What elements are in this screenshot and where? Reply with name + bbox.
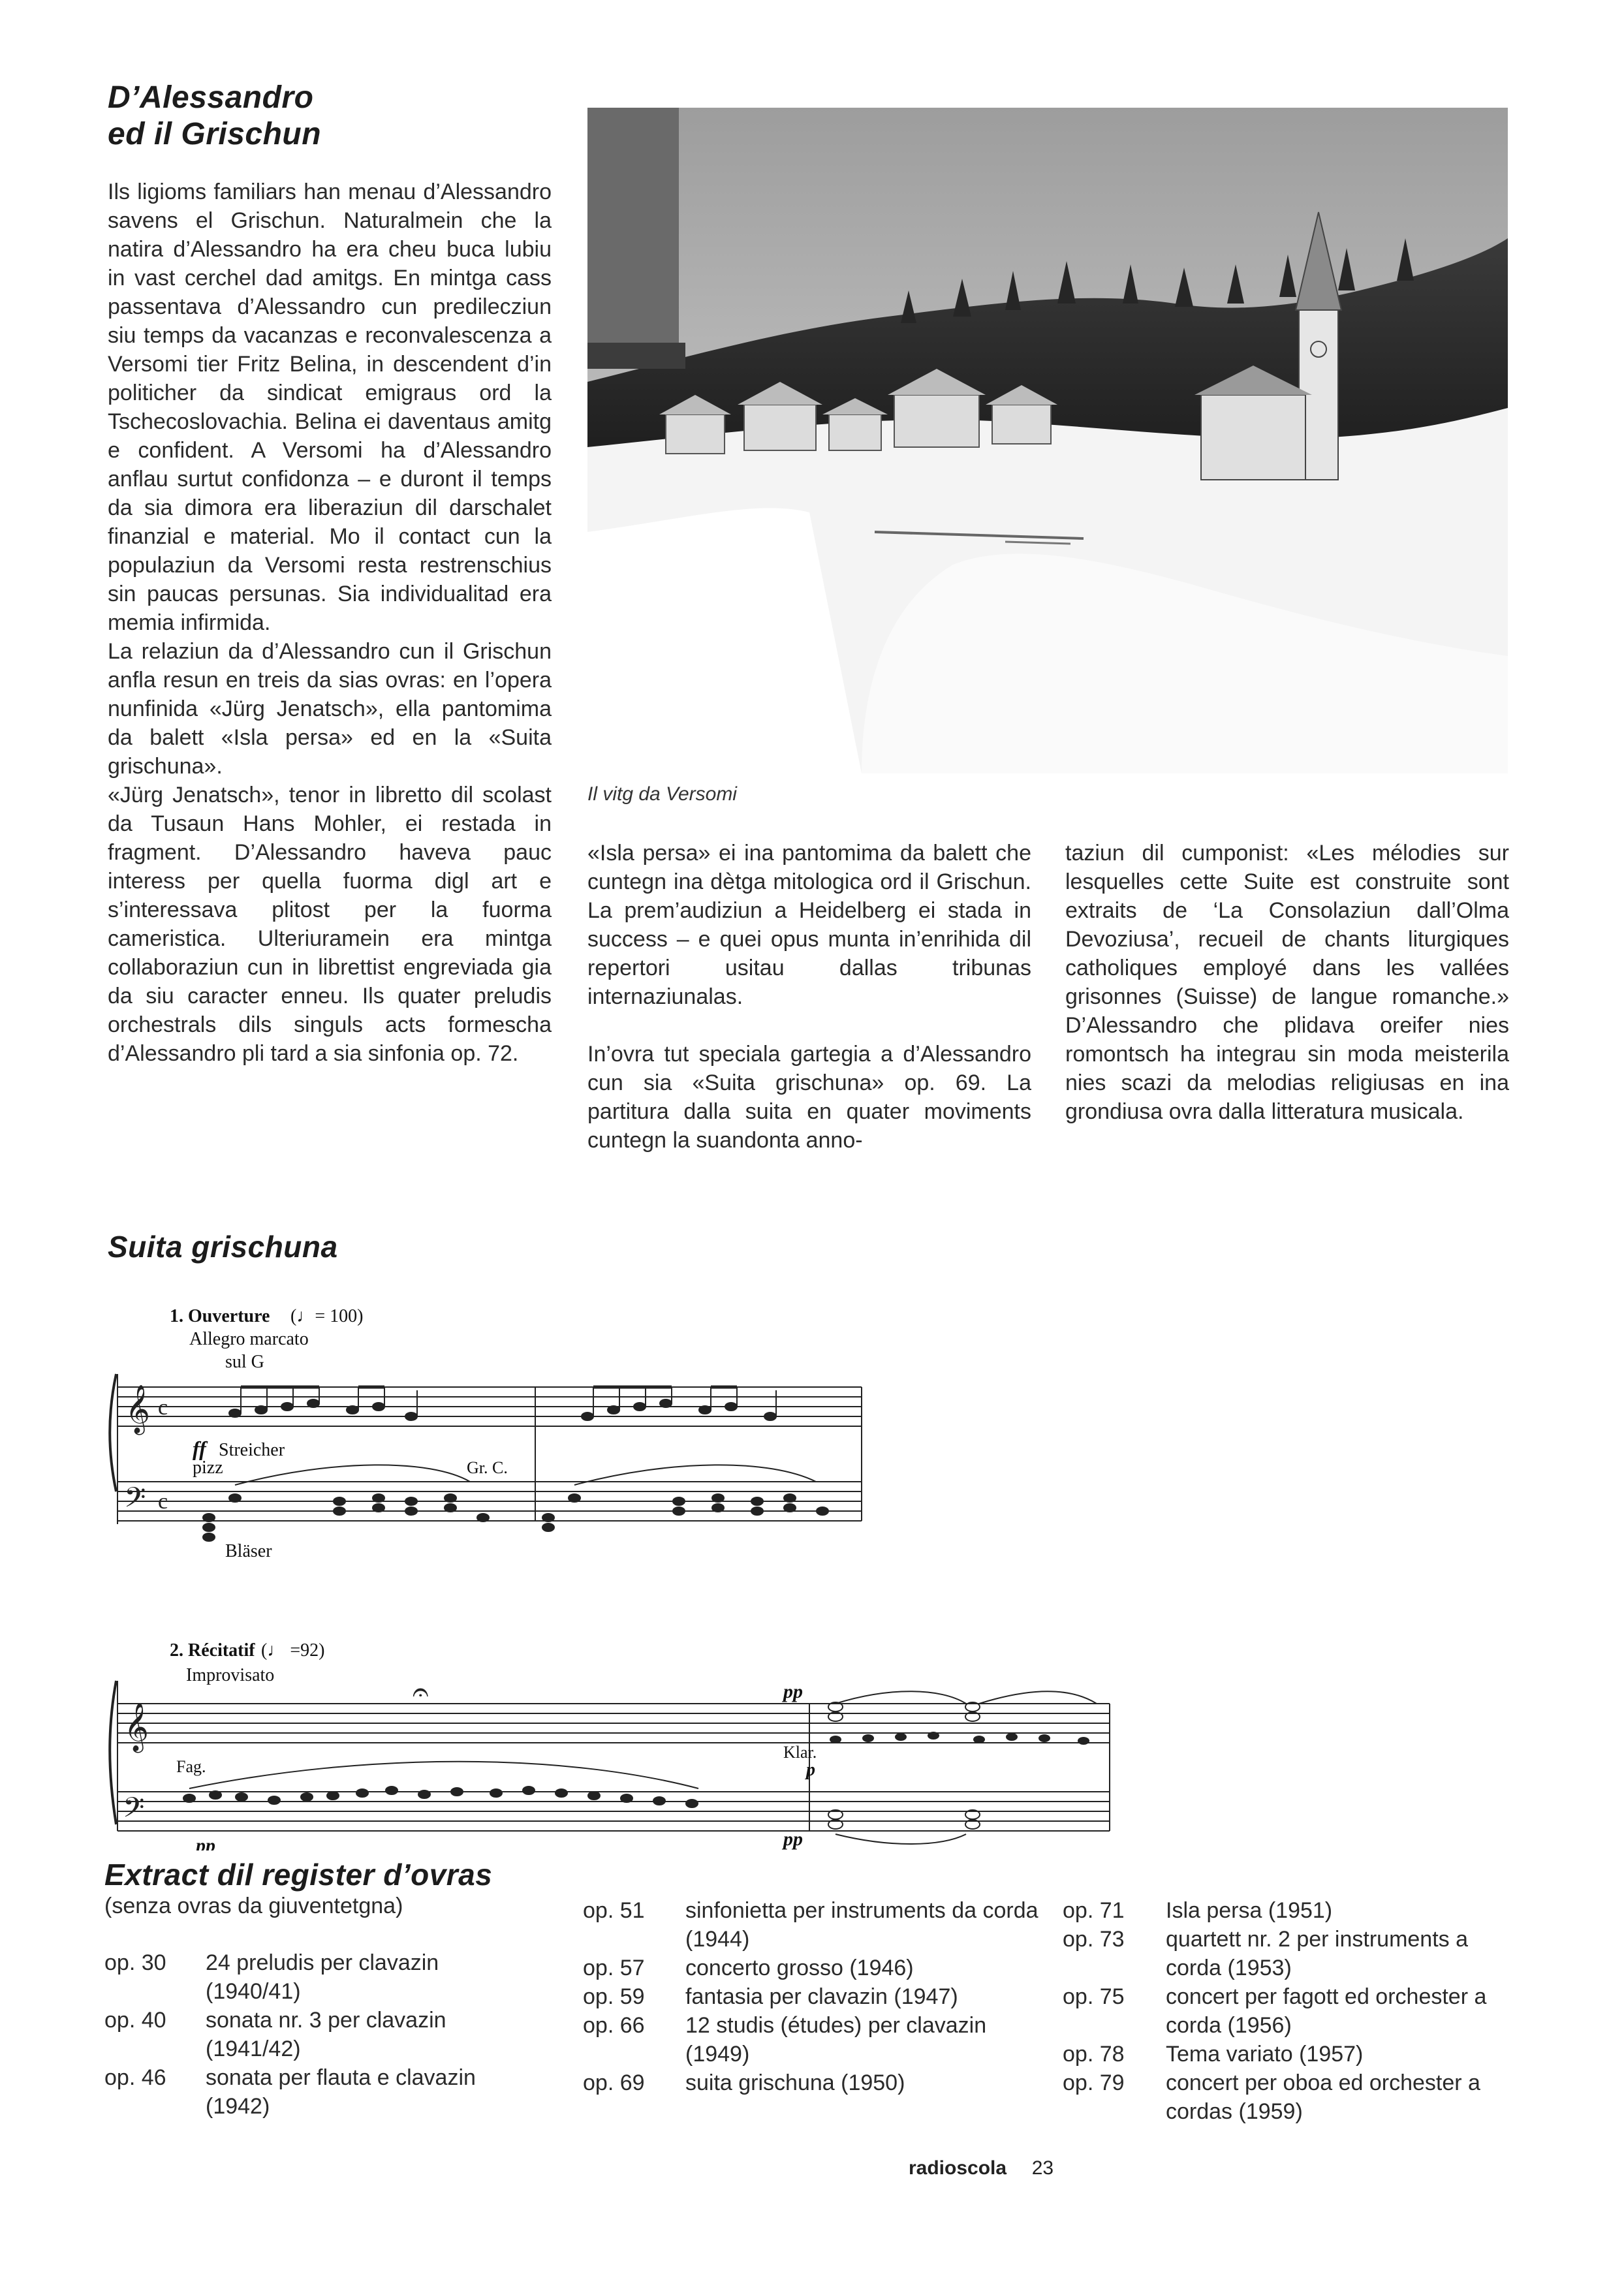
movement2-pp-bass: pp	[783, 1828, 803, 1850]
svg-text:𝄐: 𝄐	[413, 1676, 429, 1709]
movement1-sul-g: sul G	[225, 1352, 264, 1372]
register-row: op. 79 concert per oboa ed orchester a cordas (1959)	[1063, 2070, 1480, 2124]
score-excerpt-recitatif	[104, 1642, 1123, 1850]
article-column-2	[587, 839, 1031, 1155]
register-row: op. 69 suita grischuna (1950)	[583, 2070, 905, 2095]
register-heading: Extract dil register d’ovras	[104, 1858, 493, 1892]
register-row: op. 57 concerto grosso (1946)	[583, 1956, 914, 1980]
svg-text:c: c	[158, 1490, 168, 1514]
svg-text:𝄞: 𝄞	[124, 1703, 149, 1751]
movement1-tempo: (♩= 100)	[290, 1306, 364, 1326]
suite-heading-text: Suita grischuna	[108, 1230, 338, 1264]
register-row: op. 73 quartett nr. 2 per instruments a corda (1953)	[1063, 1927, 1469, 1980]
register-column-2	[583, 1896, 1040, 2097]
movement1-streicher: Streicher	[219, 1440, 285, 1460]
movement1-blaser: Bläser	[225, 1541, 272, 1561]
register-row: op. 59 fantasia per clavazin (1947)	[583, 1984, 958, 2009]
article-column-3	[1065, 839, 1509, 1126]
article-paragraph: «Jürg Jenatsch», tenor in libretto dil scolast da Tusaun Hans Mohler, ei restada in fragment. D’Alessandro haveva pauc interess per quella fuorma digl art e s’interessava plitost per la fuorma cameristica. Ulteriuramein era mintga collaboraziun cun in librettist engreviada gia da siu caracter enneu. Ils quater preludis orchestrals dils singuls acts formescha d’Alessandro pli tard a sia sinfonia op. 72.	[108, 783, 552, 1066]
suite-heading	[108, 1229, 338, 1264]
movement1-pizz: pizz	[193, 1458, 223, 1478]
music-score-icon	[104, 1302, 875, 1576]
register-column-3	[1063, 1896, 1520, 2126]
register-row: op. 75 concert per fagott ed orchester a corda (1956)	[1063, 1984, 1487, 2038]
village-photo	[587, 108, 1508, 773]
movement2-marking: Improvisato	[186, 1665, 275, 1685]
register-column-1	[104, 1948, 535, 2121]
article-title	[108, 80, 499, 153]
article-title-line1: D’Alessandro	[108, 80, 314, 115]
register-row: op. 71 Isla persa (1951)	[1063, 1898, 1333, 1923]
register-subheading: (senza ovras da giuventetgna)	[104, 1894, 403, 1918]
page-footer	[909, 2157, 1054, 2179]
article-title-line2: ed il Grischun	[108, 117, 322, 151]
article-paragraph: La relaziun da d’Alessandro cun il Grischun anfla resun en treis da sias ovras: en l’opera nunfinida «Jürg Jenatsch», ella pantomima da balett «Isla persa» ed en la «Suita grischuna».	[108, 639, 552, 779]
winter-village-image	[587, 108, 1508, 773]
movement1-title: 1. Ouverture	[170, 1306, 270, 1326]
article-paragraph: taziun dil cumponist: «Les mélodies sur lesquelles cette Suite est construite sont extraits de ‘La Consolaziun dall’Olma Devoziusa’, recueil de chants liturgiques catholiques employé dans les vallées grisonnes (Suisse) de langue romanche.» D’Alessandro che plidava oreifer nies romontsch ha integrau sin moda meisterila nies scazi da melodias religiusas en ina grondiusa ovra dalla litteratura musicala.	[1065, 841, 1509, 1124]
article-paragraph: In’ovra tut speciala gartegia a d’Alessandro cun sia «Suita grischuna» op. 69. La partitura dalla suita en quater moviments cuntegn la suandonta anno-	[587, 1042, 1031, 1153]
article-column-1	[108, 178, 552, 1068]
page-number: 23	[1031, 2157, 1054, 2179]
movement1-ff: ff	[193, 1437, 206, 1460]
svg-text:𝄢: 𝄢	[124, 1482, 146, 1521]
movement2-p: p	[806, 1760, 815, 1780]
register-row: op. 46 sonata per flauta e clavazin (1942)	[104, 2065, 476, 2119]
movement2-title: 2. Récitatif	[170, 1642, 255, 1661]
music-score-icon	[104, 1642, 1123, 1850]
register-row: op. 30 24 preludis per clavazin (1940/41)	[104, 1950, 439, 2004]
photo-caption: Il vitg da Versomi	[587, 783, 737, 805]
svg-text:𝄢: 𝄢	[123, 1792, 145, 1831]
magazine-name: radioscola	[909, 2157, 1007, 2179]
movement2-klar: Klar.	[783, 1743, 817, 1762]
article-paragraph: «Isla persa» ei ina pantomima da balett che cuntegn ina dètga mitologica ord il Grischun. La prem’audiziun a Heidelberg ei stada in success – e quei opus munta in’enrihida dil repertori usitau dallas tribunas internaziunalas.	[587, 841, 1031, 1009]
register-row: op. 78 Tema variato (1957)	[1063, 2042, 1364, 2067]
register-row: op. 40 sonata nr. 3 per clavazin (1941/42)	[104, 2008, 446, 2061]
movement2-tempo: (♩ =92)	[261, 1642, 325, 1661]
article-paragraph: Ils ligioms familiars han menau d’Alessandro savens el Grischun. Naturalmein che la natira d’Alessandro ha era cheu buca lubiu in vast cerchel dad amitgs. En mintga cass passentava d’Alessandro cun predilecziun siu temps da vacanzas e reconvalescenza a Versomi tier Fritz Belina, in descendent d’in politicher da sindicat emigraus ord la Tschecoslovachia. Belina ei daventaus amitg e confident. A Versomi ha d’Alessandro anflau surtut confidonza – e duront il temps da sia dimora era liberaziun dil darschalet finanzial e material. Mo il contact cun la populaziun da Versomi resta restrenschius sin paucas persunas. Sia individualitad era memia infirmida.	[108, 180, 552, 635]
score-excerpt-ouverture	[104, 1302, 875, 1576]
register-row: op. 51 sinfonietta per instruments da corda (1944)	[583, 1898, 1038, 1952]
svg-text:𝄞: 𝄞	[125, 1385, 150, 1433]
movement1-grc: Gr. C.	[467, 1458, 508, 1477]
movement2-pp-low: pp	[196, 1835, 215, 1850]
register-row: op. 66 12 studis (études) per clavazin (1949)	[583, 2013, 987, 2067]
svg-text:c: c	[158, 1396, 168, 1420]
movement2-fag: Fag.	[176, 1757, 206, 1776]
movement1-marking: Allegro marcato	[189, 1329, 309, 1349]
movement2-pp-up: pp	[783, 1681, 803, 1702]
